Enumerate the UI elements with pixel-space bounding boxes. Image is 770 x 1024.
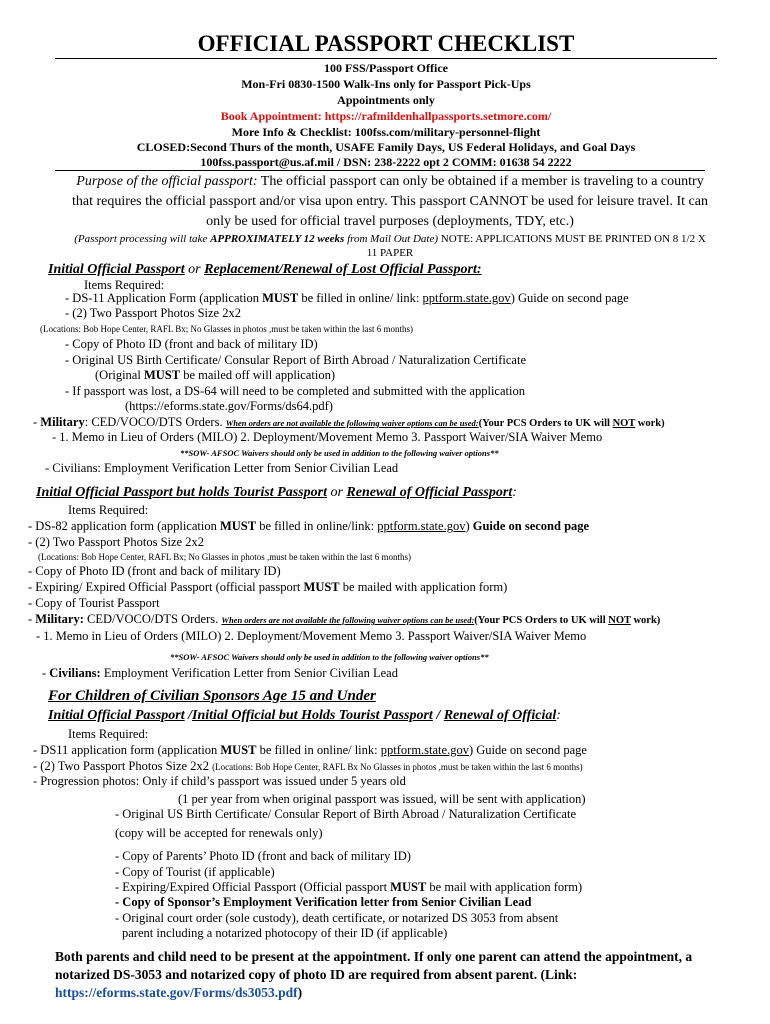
purpose-paragraph	[70, 172, 710, 232]
office-hours: Mon-Fri 0830-1500 Walk-Ins only for Passport Pick-Ups	[241, 77, 531, 91]
text: (Your PCS Orders to UK will	[474, 615, 609, 626]
note-part: (Passport processing will take	[74, 233, 211, 245]
text: - DS-11 Application Form (application	[65, 291, 263, 305]
page-title: OFFICIAL PASSPORT CHECKLIST	[55, 30, 717, 59]
list-item	[65, 291, 629, 306]
list-item: - Copy of Photo ID (front and back of military ID)	[28, 564, 281, 578]
processing-note	[70, 232, 710, 260]
items-required-label: Items Required:	[68, 727, 149, 741]
list-item: - Copy of Tourist (if applicable)	[115, 865, 275, 879]
list-item: (copy will be accepted for renewals only)	[115, 826, 323, 840]
text: be filled in online/link:	[256, 519, 378, 533]
text: ) Guide on second page	[468, 743, 587, 757]
military-orders	[28, 612, 660, 628]
heading-or: or	[184, 262, 205, 277]
items-required-label: Items Required:	[84, 278, 165, 292]
text: (Original	[95, 368, 144, 382]
text: -	[28, 612, 36, 626]
section3-title: For Children of Civilian Sponsors Age 15 and Under	[48, 688, 376, 704]
list-item	[95, 368, 335, 383]
list-item: - Progression photos: Only if child’s passport was issued under 5 years old	[33, 774, 406, 788]
ds64-link[interactable]: (https://eforms.state.gov/Forms/ds64.pdf)	[125, 399, 333, 413]
heading-colon: :	[512, 485, 517, 500]
sow-note: **SOW- AFSOC Waivers should only be used in addition to the following waiver options**	[170, 652, 489, 662]
memo-options: - 1. Memo in Lieu of Orders (MILO) 2. Deployment/Movement Memo 3. Passport Waiver/SIA Waiver Memo	[52, 430, 603, 444]
heading-or: or	[326, 485, 347, 500]
text: MUST	[143, 368, 181, 382]
heading-part: Initial Official Passport	[48, 262, 185, 277]
text: - DS11 application form (application	[33, 743, 221, 757]
note-part: from Mail Out Date)	[344, 233, 439, 245]
heading-part: Renewal of Official Passport	[346, 485, 513, 500]
note-duration: APPROXIMATELY 12 weeks	[210, 233, 345, 245]
civilians-item	[42, 666, 398, 681]
waiver-note: When orders are not available the following waiver options can be used:	[221, 615, 475, 625]
text: - DS-82 application form (application	[28, 519, 220, 533]
civilians-item: - Civilians: Employment Verification Letter from Senior Civilian Lead	[45, 461, 399, 475]
section1-heading	[48, 262, 482, 277]
text: be mailed with application form)	[339, 580, 508, 594]
header-divider	[55, 170, 705, 171]
text: be mailed off will application)	[180, 368, 336, 382]
section3-heading	[48, 708, 561, 723]
appointments-only: Appointments only	[337, 93, 435, 107]
ds3053-link[interactable]: https://eforms.state.gov/Forms/ds3053.pdf	[55, 985, 298, 1000]
list-item: parent including a notarized photocopy of their ID (if applicable)	[122, 926, 448, 940]
list-item: - Copy of Photo ID (front and back of military ID)	[65, 337, 318, 351]
waiver-note: When orders are not available the following waiver options can be used:	[225, 418, 479, 428]
list-item: - (2) Two Passport Photos Size 2x2	[28, 535, 204, 549]
text: MUST	[303, 580, 340, 594]
text: be filled in online/ link:	[256, 743, 381, 757]
list-item: (1 per year from when original passport was issued, will be sent with application)	[178, 792, 586, 806]
photo-locations: (Locations: Bob Hope Center, RAFL Bx No Glasses in photos ,must be taken within the last 6 months)	[212, 762, 583, 772]
text: -	[42, 666, 50, 680]
text: Military:	[35, 612, 84, 626]
final-note	[55, 948, 715, 1002]
photo-locations: (Locations: Bob Hope Center, RAFL Bx; No Glasses in photos ,must be taken within the last 6 months)	[38, 552, 412, 562]
text: Military	[40, 415, 85, 429]
text: ) Guide on second page	[510, 291, 629, 305]
heading-part: Replacement/Renewal of Lost Official Passport	[204, 262, 477, 277]
heading-part: Initial Official but Holds Tourist Passport	[192, 708, 433, 723]
heading-part: Initial Official Passport	[48, 708, 185, 723]
text: - (2) Two Passport Photos Size 2x2	[33, 759, 213, 773]
text: CED/VOCO/DTS Orders.	[83, 612, 222, 626]
purpose-text: The official passport can only be obtained if a member is traveling to a country that requires the official passport and/or visa upon entry. This passport CANNOT be used for leisure travel. It can only be used for official travel purposes (deployments, TDY, etc.)	[72, 174, 708, 229]
military-orders	[33, 415, 665, 431]
text: be mail with application form)	[426, 880, 583, 894]
book-appointment-link[interactable]: Book Appointment: https://rafmildenhallpassports.setmore.com/	[220, 109, 552, 123]
text: work)	[635, 418, 665, 429]
purpose-lead: Purpose of the official passport:	[76, 174, 258, 189]
list-item: - Original US Birth Certificate/ Consular Report of Birth Abroad / Naturalization Certificate	[65, 353, 526, 367]
text: MUST	[220, 743, 257, 757]
list-item	[28, 580, 507, 595]
text: (Your PCS Orders to UK will	[478, 418, 613, 429]
text: Both parents and child need to be present at the appointment. If only one parent can attend the appointment, a notarized DS-3053 and notarized copy of photo ID are required from absent parent. (Link:	[55, 949, 693, 982]
text: )	[297, 985, 303, 1000]
list-item: - Copy of Sponsor’s Employment Verification letter from Senior Civilian Lead	[115, 895, 532, 909]
pptform-link[interactable]: pptform.state.gov	[377, 519, 466, 533]
list-item	[115, 880, 582, 895]
list-item: - If passport was lost, a DS-64 will need to be completed and submitted with the application	[65, 384, 525, 398]
heading-part: Initial Official Passport but holds Tourist Passport	[36, 485, 327, 500]
text: NOT	[608, 615, 631, 626]
text: Employment Verification Letter from Senior Civilian Lead	[100, 666, 398, 680]
list-item	[33, 743, 587, 758]
note-paper: NOTE: APPLICATIONS MUST BE PRINTED ON 8 1/2 X 11 PAPER	[366, 233, 706, 259]
list-item: - (2) Two Passport Photos Size 2x2	[65, 306, 241, 320]
list-item	[33, 759, 583, 775]
pptform-link[interactable]: pptform.state.gov	[422, 291, 511, 305]
text: be filled in online/ link:	[298, 291, 423, 305]
items-required-label: Items Required:	[68, 503, 149, 517]
text: MUST	[262, 291, 299, 305]
text: NOT	[612, 418, 636, 429]
list-item: - Original court order (sole custody), death certificate, or notarized DS 3053 from absent	[115, 911, 559, 925]
closed-days: CLOSED:Second Thurs of the month, USAFE Family Days, US Federal Holidays, and Goal Days	[136, 140, 636, 154]
heading-colon: :	[476, 262, 482, 277]
contact-info: 100fss.passport@us.af.mil / DSN: 238-2222 opt 2 COMM: 01638 54 2222	[200, 155, 572, 169]
text: Civilians:	[49, 666, 101, 680]
list-item: - Copy of Parents’ Photo ID (front and back of military ID)	[115, 849, 411, 863]
text: MUST	[219, 519, 257, 533]
heading-sep: /	[184, 708, 193, 723]
sow-note: **SOW- AFSOC Waivers should only be used in addition to the following waiver options**	[180, 448, 499, 458]
text: - Expiring/ Expired Official Passport (official passport	[28, 580, 304, 594]
text: - Expiring/Expired Official Passport (Official passport	[115, 880, 391, 894]
section2-heading	[36, 485, 517, 500]
heading-colon: :	[556, 708, 561, 723]
text: Guide on second page	[472, 519, 590, 533]
heading-part: Renewal of Official	[443, 708, 557, 723]
list-item: - Copy of Tourist Passport	[28, 596, 160, 610]
photo-locations: (Locations: Bob Hope Center, RAFL Bx; No Glasses in photos ,must be taken within the last 6 months)	[40, 324, 414, 334]
text: work)	[630, 615, 661, 626]
text: -	[33, 415, 41, 429]
office-name: 100 FSS/Passport Office	[324, 61, 448, 75]
text: )	[465, 519, 473, 533]
heading-sep: /	[432, 708, 444, 723]
list-item: - Original US Birth Certificate/ Consular Report of Birth Abroad / Naturalization Certificate	[115, 807, 576, 821]
list-item	[28, 519, 589, 534]
pptform-link[interactable]: pptform.state.gov	[380, 743, 469, 757]
text: MUST	[390, 880, 427, 894]
text: : CED/VOCO/DTS Orders.	[84, 415, 226, 429]
more-info-link[interactable]: More Info & Checklist: 100fss.com/military-personnel-flight	[231, 125, 541, 139]
memo-options: - 1. Memo in Lieu of Orders (MILO) 2. Deployment/Movement Memo 3. Passport Waiver/SIA Waiver Memo	[36, 629, 587, 643]
